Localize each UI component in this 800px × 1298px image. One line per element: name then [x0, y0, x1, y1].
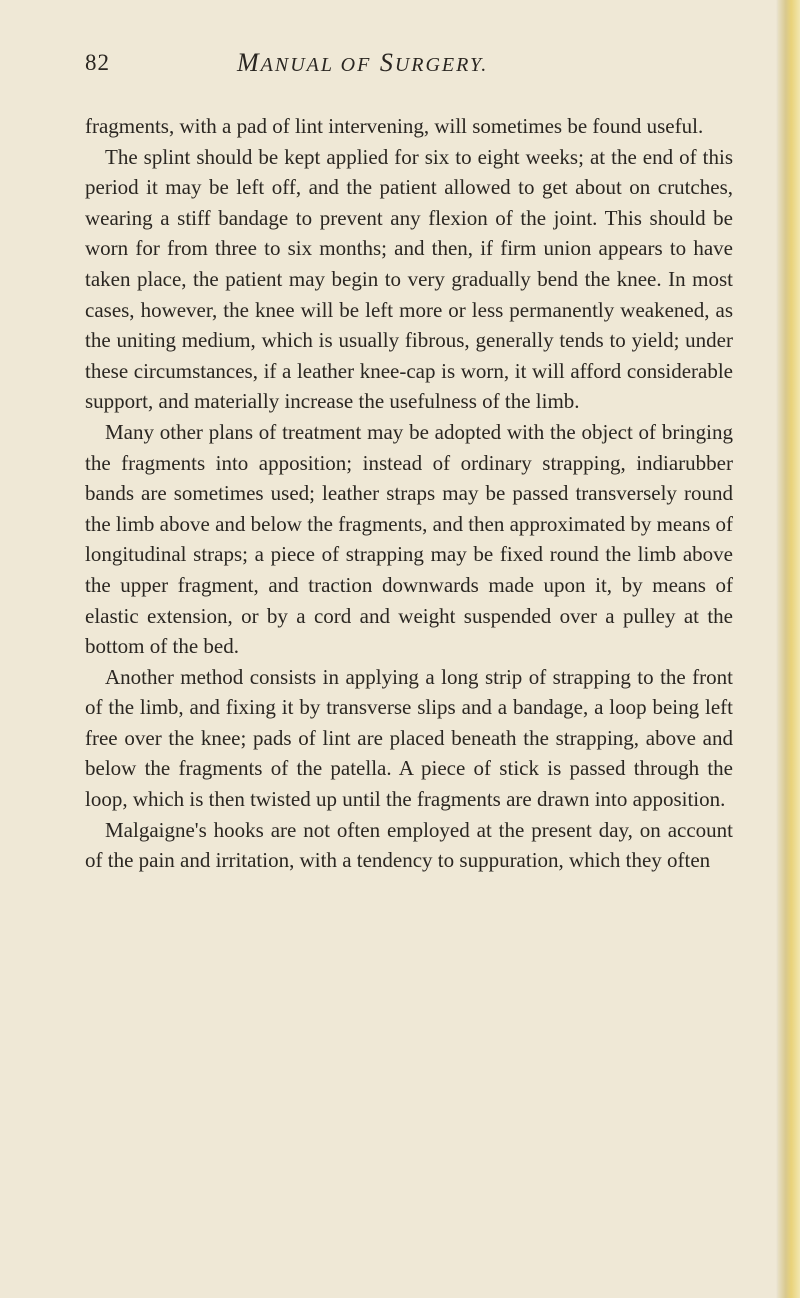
running-head-initial2: S	[379, 48, 395, 77]
paragraph-1: fragments, with a pad of lint intervening, will sometimes be found useful.	[85, 114, 704, 138]
running-head-word1: ANUAL OF	[260, 54, 372, 76]
body-text	[85, 111, 733, 876]
paragraph-3: Many other plans of treatment may be adopted with the object of bringing the fragments into apposition; instead of ordinary strapping, indiarubber bands are sometimes used; leather straps may be passed transversely round the limb above and below the fragments, and then approximated by means of longitudinal straps; a piece of strapping may be fixed round the limb above the upper fragment, and traction downwards made upon it, by means of elastic extension, or by a cord and weight suspended over a pulley at the bottom of the bed.	[85, 419, 733, 659]
running-head	[237, 48, 488, 78]
page-number: 82	[85, 50, 110, 75]
paragraph-2: The splint should be kept applied for six to eight weeks; at the end of this period it may be left off, and the patient allowed to get about on crutches, wearing a stiff bandage to prevent any flexion of the joint. This should be worn for from three to six months; and then, if firm union appears to have taken place, the patient may begin to very gradually bend the knee. In most cases, however, the knee will be left more or less permanently weakened, as the uniting medium, which is usually fibrous, generally tends to yield; under these circumstances, if a leather knee-cap is worn, it will afford considerable support, and materially increase the usefulness of the limb.	[85, 144, 733, 414]
running-head-initial: M	[237, 48, 261, 77]
paragraph-5: Malgaigne's hooks are not often employed at the present day, on account of the pain and irritation, with a tendency to suppuration, which they often	[85, 817, 733, 873]
page-edge	[778, 0, 800, 1298]
page-header	[85, 50, 705, 90]
paragraph-4: Another method consists in applying a long strip of strapping to the front of the limb, and fixing it by transverse slips and a bandage, a loop being left free over the knee; pads of lint are placed beneath the strapping, above and below the fragments of the patella. A piece of stick is passed through the loop, which is then twisted up until the fragments are drawn into apposition.	[85, 664, 733, 812]
running-head-word2: URGERY.	[394, 54, 489, 76]
